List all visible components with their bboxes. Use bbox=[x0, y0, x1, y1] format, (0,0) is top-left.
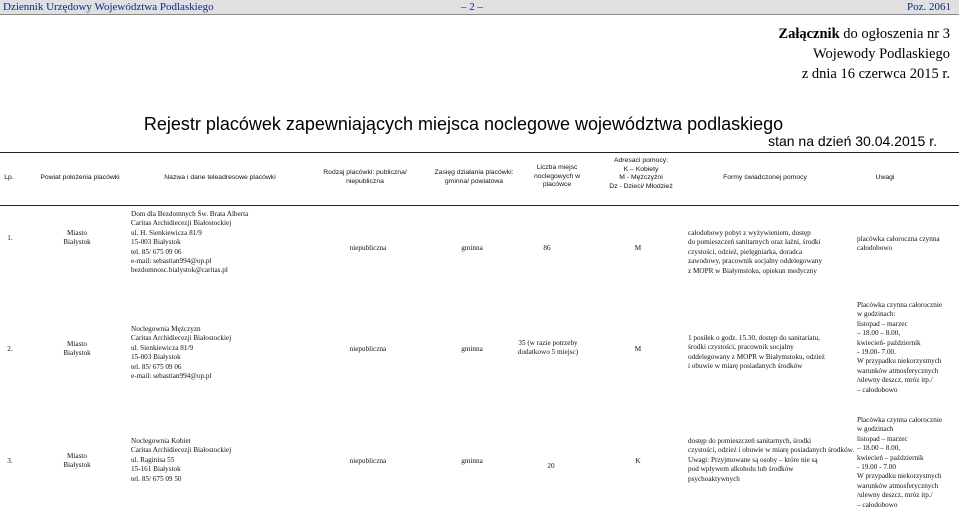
table-header-divider bbox=[0, 205, 959, 206]
row1-nazwa: Dom dla Bezdomnych Św. Brata Alberta Caritas Archidiecezji Białostockiej ul. H. Sienkiewicza 81/9 15-003 Białystok tel. 85/ 675 09 06 e-mail: sebastian994@op.pl bezdomnosc.bialystok@caritas.pl bbox=[131, 210, 249, 275]
header-zasieg: Zasięg działania placówki: gminna/ powiatowa bbox=[434, 169, 514, 185]
row3-powiat: Miasto Białystok bbox=[63, 452, 91, 470]
row3-rodzaj: niepubliczna bbox=[349, 457, 387, 465]
row1-zasieg: gminna bbox=[461, 244, 483, 252]
header-uwagi: Uwagi bbox=[875, 174, 895, 181]
page-number: – 2 – bbox=[461, 1, 483, 13]
header-powiat: Powiat położenia placówki bbox=[40, 174, 120, 181]
row3-nazwa: Noclegownia Kobiet Caritas Archidiecezji Białostockiej ul. Raginisa 55 15-161 Białystok tel. 85/ 675 09 50 bbox=[131, 437, 232, 483]
row1-formy: całodobowy pobyt z wyżywieniem, dostęp do pomieszczeń sanitarnych oraz łaźni, środki czystości, odzież, pielęgniarka, doradca zawodowy, pracownik socjalny oddelegowany z MOPR w Białymstoku, opiekun medyczny bbox=[688, 229, 823, 275]
row3-lp: 3. bbox=[7, 457, 13, 465]
journal-header bbox=[0, 0, 959, 15]
attachment-line-3: z dnia 16 czerwca 2015 r. bbox=[801, 66, 950, 82]
row2-nazwa: Noclegownia Mężczyzn Caritas Archidiecezji Białostockiej ul. Sienkiewicza 81/9 15-003 Białystok tel. 85/ 675 09 06 e-mail: sebastian994@op.pl bbox=[131, 325, 232, 381]
row1-uwagi: placówka całoroczna czynna całodobowo bbox=[857, 235, 940, 253]
header-lp: Lp. bbox=[4, 174, 14, 181]
header-adresaci: Adresaci pomocy: K – Kobiety M - Mężczyźni Dz - Dzieci/ Młodzież bbox=[609, 157, 673, 190]
row3-formy: dostęp do pomieszczeń sanitarnych, środki czystości, odzież i obuwie w miarę posiadanych środków. Uwagi: Przyjmowane są osoby – które nie są pod wpływem alkoholu lub środków psychoaktywnych bbox=[688, 437, 855, 483]
row2-zasieg: gminna bbox=[461, 345, 483, 353]
position-number: Poz. 2061 bbox=[907, 1, 951, 13]
row1-adresaci: M bbox=[634, 244, 642, 252]
row3-adresaci: K bbox=[635, 457, 641, 465]
row2-formy: 1 posiłek o godz. 15.30, dostęp do sanitariatu, środki czystości, pracownik socjalny oddelegowany z MOPR w Białymstoku, odzież i obuwie w miarę posiadanych środków bbox=[688, 334, 825, 371]
row2-rodzaj: niepubliczna bbox=[349, 345, 387, 353]
journal-title: Dziennik Urzędowy Województwa Podlaskiego bbox=[3, 1, 214, 13]
row1-rodzaj: niepubliczna bbox=[349, 244, 387, 252]
register-title: Rejestr placówek zapewniających miejsca noclegowe województwa podlaskiego bbox=[143, 114, 784, 134]
row1-lp: 1. bbox=[7, 234, 13, 242]
row3-liczba: 20 bbox=[547, 462, 555, 470]
header-liczba: Liczba miejsc noclegowych w placówce bbox=[533, 164, 581, 188]
attachment-line-2: Wojewody Podlaskiego bbox=[813, 46, 950, 62]
row1-powiat: Miasto Białystok bbox=[63, 229, 91, 247]
row2-uwagi: Placówka czynna całorocznie w godzinach: listopad – marzec – 18.00 – 8.00, kwiecień- październik - 19.00- 7.00. W przypadku niekorzystnych warunków atmosferycznych /ulewny deszcz, mróz itp./ – całodobowo bbox=[857, 301, 943, 394]
table-border-top bbox=[0, 152, 959, 153]
header-nazwa: Nazwa i dane teleadresowe placówki bbox=[164, 174, 276, 181]
header-formy: Formy świadczonej pomocy bbox=[723, 174, 807, 181]
header-rodzaj: Rodzaj placówki: publiczna/ niepubliczna bbox=[323, 169, 407, 185]
row1-liczba: 86 bbox=[543, 244, 551, 252]
row3-uwagi: Placówka czynna całorocznie w godzinach listopad – marzec – 18.00 – 8.00, kwiecień – październik - 19.00 - 7.00 W przypadku niekorzystnych warunków atmosferycznych /ulewny deszcz, mróz itp./ – całodobowo bbox=[857, 416, 943, 509]
row2-adresaci: M bbox=[634, 345, 642, 353]
as-of-date: stan na dzień 30.04.2015 r. bbox=[768, 133, 937, 149]
row3-zasieg: gminna bbox=[461, 457, 483, 465]
row2-lp: 2. bbox=[7, 345, 13, 353]
register-table bbox=[0, 152, 959, 519]
row2-liczba: 35 (w razie potrzeby dodatkowo 5 miejsc) bbox=[517, 339, 579, 357]
attachment-line-1: Załącznik do ogłoszenia nr 3 bbox=[778, 26, 950, 42]
row2-powiat: Miasto Białystok bbox=[63, 340, 91, 358]
